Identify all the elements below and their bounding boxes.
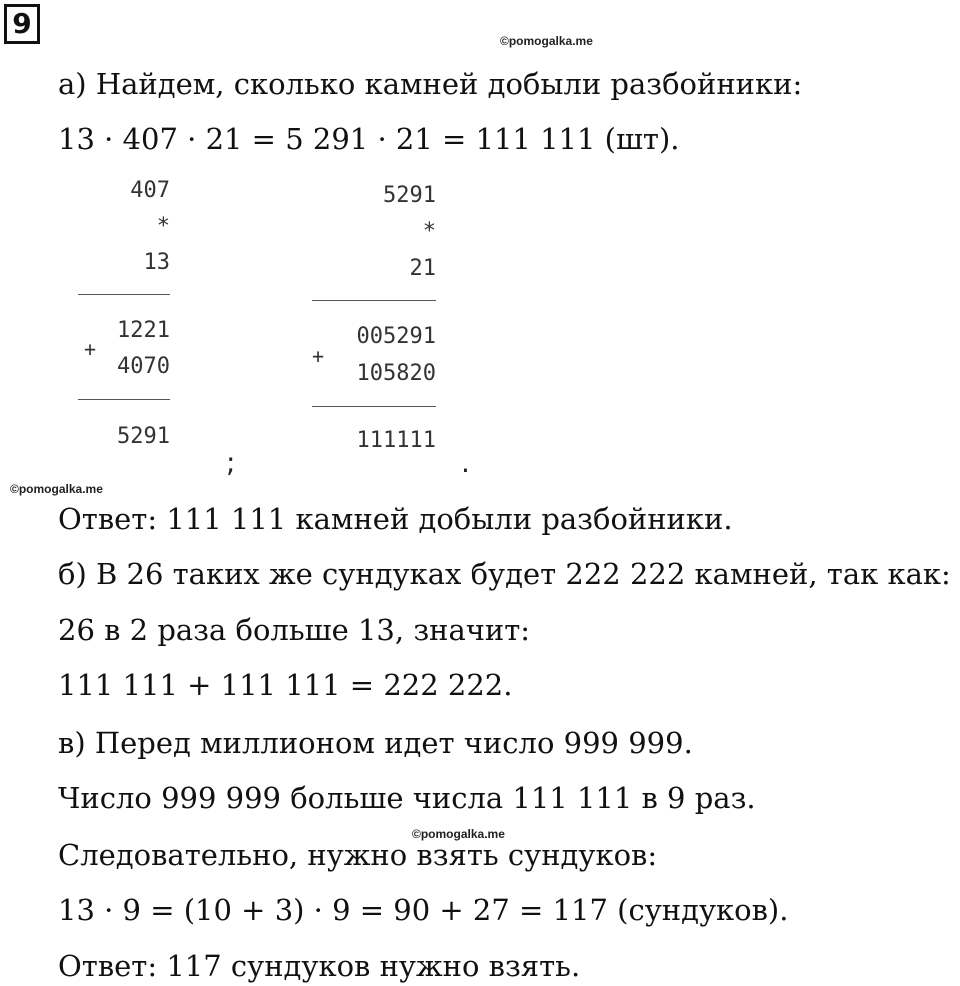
part-b-expression: 111 111 + 111 111 = 222 222. bbox=[58, 668, 513, 702]
part-c-therefore: Следовательно, нужно взять сундуков: bbox=[58, 838, 658, 872]
calc1-rule-top bbox=[78, 294, 170, 295]
watermark-middle: ©pomogalka.me bbox=[412, 827, 505, 841]
calc2-result: 111111 bbox=[356, 428, 436, 453]
calc1-plus: + bbox=[84, 337, 97, 361]
calc2-rule-top bbox=[312, 300, 436, 301]
task-number: 9 bbox=[4, 4, 40, 44]
calc2-multiplier: 21 bbox=[409, 256, 436, 281]
calc2-plus: + bbox=[312, 344, 325, 368]
part-b-intro: б) В 26 таких же сундуках будет 222 222 камней, так как: bbox=[58, 557, 951, 591]
calc2-rule-bottom bbox=[312, 406, 436, 407]
calc1-multiplier: 13 bbox=[143, 250, 170, 275]
calc2-partial-2: 105820 bbox=[356, 361, 436, 386]
calc1-partial-2: 4070 bbox=[117, 354, 170, 379]
part-c-intro: в) Перед миллионом идет число 999 999. bbox=[58, 726, 693, 760]
calc1-separator: ; bbox=[226, 446, 236, 479]
calc1-operator: * bbox=[156, 214, 170, 239]
calc1-partial-1: 1221 bbox=[117, 318, 170, 343]
part-a-answer: Ответ: 111 111 камней добыли разбойники. bbox=[58, 502, 733, 536]
watermark-left: ©pomogalka.me bbox=[10, 482, 103, 496]
calc1-result: 5291 bbox=[117, 424, 170, 449]
part-c-expression: 13 · 9 = (10 + 3) · 9 = 90 + 27 = 117 (сундуков). bbox=[58, 893, 789, 927]
calc2-multiplicand: 5291 bbox=[383, 183, 436, 208]
calc2-operator: * bbox=[422, 219, 436, 244]
calc2-separator: . bbox=[461, 446, 470, 479]
calc1-rule-bottom bbox=[78, 399, 170, 400]
watermark-top: ©pomogalka.me bbox=[500, 34, 593, 48]
calc2-partial-1: 005291 bbox=[356, 324, 436, 349]
part-a-intro: а) Найдем, сколько камней добыли разбойники: bbox=[58, 67, 803, 101]
part-c-answer: Ответ: 117 сундуков нужно взять. bbox=[58, 949, 581, 983]
part-a-expression: 13 · 407 · 21 = 5 291 · 21 = 111 111 (шт). bbox=[58, 122, 680, 156]
calc1-multiplicand: 407 bbox=[130, 178, 170, 203]
part-b-reason: 26 в 2 раза больше 13, значит: bbox=[58, 613, 531, 647]
part-c-comparison: Число 999 999 больше числа 111 111 в 9 раз. bbox=[58, 781, 756, 815]
